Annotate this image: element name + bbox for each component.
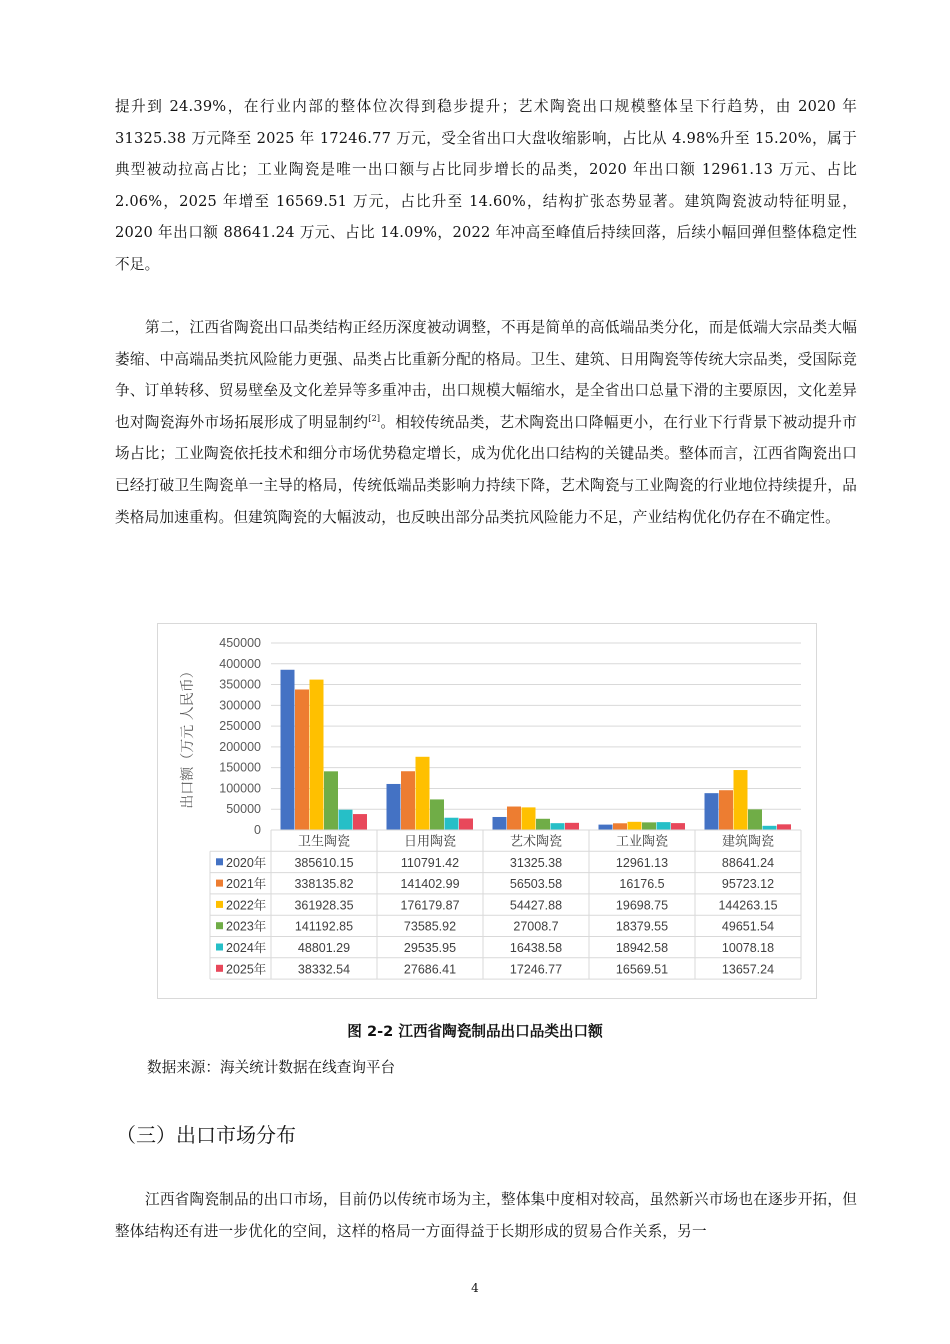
bar-艺术陶瓷-2024年 — [551, 823, 565, 830]
category-label: 工业陶瓷 — [615, 834, 669, 850]
legend-key-2025年 — [216, 965, 223, 972]
data-label: 19698.75 — [615, 898, 669, 913]
legend-label: 2024年 — [226, 941, 267, 955]
y-axis-label: 出口额（万元 人民币） — [180, 664, 196, 809]
legend-label: 2023年 — [226, 919, 267, 934]
y-tick-label: 450000 — [219, 636, 261, 650]
y-tick-label: 0 — [254, 823, 261, 837]
data-label: 54427.88 — [509, 898, 563, 913]
data-label: 17246.77 — [509, 962, 563, 977]
page-number: 4 — [471, 1281, 479, 1295]
data-label: 385610.15 — [294, 855, 354, 870]
data-label: 88641.24 — [721, 855, 775, 870]
y-tick-label: 200000 — [219, 739, 261, 754]
data-label: 10078.18 — [721, 941, 775, 955]
bar-卫生陶瓷-2024年 — [339, 810, 353, 830]
y-tick-label: 400000 — [219, 656, 261, 671]
category-label: 日用陶瓷 — [403, 834, 457, 850]
legend-label: 2021年 — [226, 877, 267, 892]
paragraph-2-text-b: 。相较传统品类，艺术陶瓷出口降幅更小，在行业下行背景下被动提升市场占比；工业陶瓷依托技术和细分市场优势稳定增长，成为优化出口结构的关键品类。整体而言，江西省陶瓷出口已经打破卫生陶瓷单一主导的格局，传统低端品类影响力持续下降，艺术陶瓷与工业陶瓷的行业地位持续提升，品类格局加速重构。但建筑陶瓷的大幅波动，也反映出部分品类抗风险能力不足，产业结构优化仍存在不确定性。 — [115, 413, 858, 526]
data-label: 27008.7 — [513, 919, 559, 934]
data-label: 27686.41 — [403, 962, 457, 977]
data-label: 141402.99 — [400, 877, 460, 892]
y-tick-label: 350000 — [219, 677, 261, 692]
y-tick-label: 150000 — [219, 760, 261, 775]
export-bar-chart — [157, 623, 817, 999]
data-label: 49651.54 — [721, 919, 775, 934]
citation-ref[interactable]: [2] — [368, 413, 381, 423]
paragraph-3: 江西省陶瓷制品的出口市场，目前仍以传统市场为主，整体集中度相对较高，虽然新兴市场也在逐步开拓，但整体结构还有进一步优化的空间，这样的格局一方面得益于长期形成的贸易合作关系，另一 — [115, 1191, 857, 1240]
bar-工业陶瓷-2022年 — [628, 822, 642, 830]
bar-艺术陶瓷-2023年 — [536, 819, 550, 830]
y-tick-label: 300000 — [219, 698, 261, 713]
y-tick-label: 250000 — [219, 719, 261, 734]
data-label: 176179.87 — [400, 898, 460, 913]
bar-日用陶瓷-2021年 — [401, 771, 415, 830]
data-label: 12961.13 — [615, 855, 669, 870]
bar-艺术陶瓷-2020年 — [493, 817, 507, 830]
data-label: 95723.12 — [721, 877, 775, 892]
legend-key-2022年 — [216, 901, 223, 908]
bar-艺术陶瓷-2025年 — [565, 823, 579, 830]
bar-建筑陶瓷-2025年 — [777, 824, 791, 830]
category-label: 建筑陶瓷 — [721, 834, 775, 850]
bar-工业陶瓷-2023年 — [642, 822, 656, 830]
data-label: 13657.24 — [721, 962, 775, 977]
legend-key-2024年 — [216, 944, 223, 951]
bar-卫生陶瓷-2022年 — [310, 680, 324, 830]
bar-日用陶瓷-2023年 — [430, 799, 444, 830]
legend-key-2020年 — [216, 858, 223, 865]
data-label: 16569.51 — [615, 962, 669, 977]
legend-label: 2025年 — [226, 962, 267, 977]
data-label: 73585.92 — [403, 919, 457, 934]
bar-工业陶瓷-2024年 — [657, 822, 671, 830]
bar-卫生陶瓷-2020年 — [281, 670, 295, 830]
paragraph-1: 提升到 24.39%，在行业内部的整体位次得到稳步提升；艺术陶瓷出口规模整体呈下行趋势，由 2020 年 31325.38 万元降至 2025 年 17246.77 万元，受全省出口大盘收缩影响，占比从 4.98%升至 15.20%，属于典型被动拉高占比；工业陶瓷是唯一出口额与占比同步增长的品类，2020 年出口额 12961.13 万元、占比 2.06%，2025 年增至 16569.51 万元，占比升至 14.60%，结构扩张态势显著。建筑陶瓷波动特征明显，2020 年出口额 88641.24 万元、占比 14.09%，2022 年冲高至峰值后持续回落，后续小幅回弹但整体稳定性不足。 — [115, 98, 857, 273]
bar-日用陶瓷-2022年 — [416, 757, 430, 830]
legend-label: 2022年 — [226, 898, 267, 913]
bar-建筑陶瓷-2023年 — [748, 809, 762, 830]
data-label: 29535.95 — [403, 941, 457, 955]
data-label: 361928.35 — [294, 898, 354, 913]
data-label: 48801.29 — [297, 941, 351, 955]
data-label: 338135.82 — [294, 877, 354, 892]
figure-caption: 图 2-2 江西省陶瓷制品出口品类出口额 — [347, 1023, 603, 1040]
y-tick-label: 50000 — [226, 802, 261, 817]
bar-卫生陶瓷-2025年 — [353, 814, 367, 830]
data-label: 144263.15 — [718, 898, 778, 913]
y-tick-label: 100000 — [219, 781, 261, 796]
data-label: 38332.54 — [297, 962, 351, 977]
data-label: 141192.85 — [294, 919, 354, 934]
bar-工业陶瓷-2025年 — [671, 823, 685, 830]
bar-建筑陶瓷-2021年 — [719, 790, 733, 830]
data-label: 16176.5 — [619, 877, 665, 892]
bar-工业陶瓷-2020年 — [599, 825, 613, 830]
bar-工业陶瓷-2021年 — [613, 823, 627, 830]
source-note: 数据来源：海关统计数据在线查询平台 — [147, 1059, 396, 1076]
bar-艺术陶瓷-2022年 — [522, 807, 536, 830]
paragraph-2 — [115, 312, 857, 533]
legend-key-2021年 — [216, 880, 223, 887]
category-label: 卫生陶瓷 — [297, 834, 351, 850]
bar-建筑陶瓷-2020年 — [705, 793, 719, 830]
paragraph-2-text-a: 第二，江西省陶瓷出口品类结构正经历深度被动调整，不再是简单的高低端品类分化，而是低端大宗品类大幅萎缩、中高端品类抗风险能力更强、品类占比重新分配的格局。卫生、建筑、日用陶瓷等传统大宗品类，受国际竞争、订单转移、贸易壁垒及文化差异等多重冲击，出口规模大幅缩水，是全省出口总量下滑的主要原因，文化差异也对陶瓷海外市场拓展形成了明显制约 — [115, 319, 857, 431]
legend-key-2023年 — [216, 922, 223, 929]
legend-label: 2020年 — [226, 855, 267, 870]
bar-日用陶瓷-2025年 — [459, 818, 473, 830]
bar-建筑陶瓷-2022年 — [734, 770, 748, 830]
chart-canvas — [158, 624, 818, 1000]
bar-卫生陶瓷-2023年 — [324, 771, 338, 830]
bar-建筑陶瓷-2024年 — [763, 826, 777, 830]
data-label: 18379.55 — [615, 919, 669, 934]
bar-日用陶瓷-2020年 — [387, 784, 401, 830]
data-label: 31325.38 — [509, 855, 563, 870]
category-label: 艺术陶瓷 — [509, 834, 563, 850]
data-label: 18942.58 — [615, 941, 669, 955]
data-label: 16438.58 — [509, 941, 563, 955]
data-label: 110791.42 — [400, 855, 460, 870]
bar-日用陶瓷-2024年 — [445, 818, 459, 830]
bar-卫生陶瓷-2021年 — [295, 689, 309, 830]
bar-艺术陶瓷-2021年 — [507, 807, 521, 830]
section-title: （三）出口市场分布 — [116, 1123, 296, 1147]
data-label: 56503.58 — [509, 877, 563, 892]
